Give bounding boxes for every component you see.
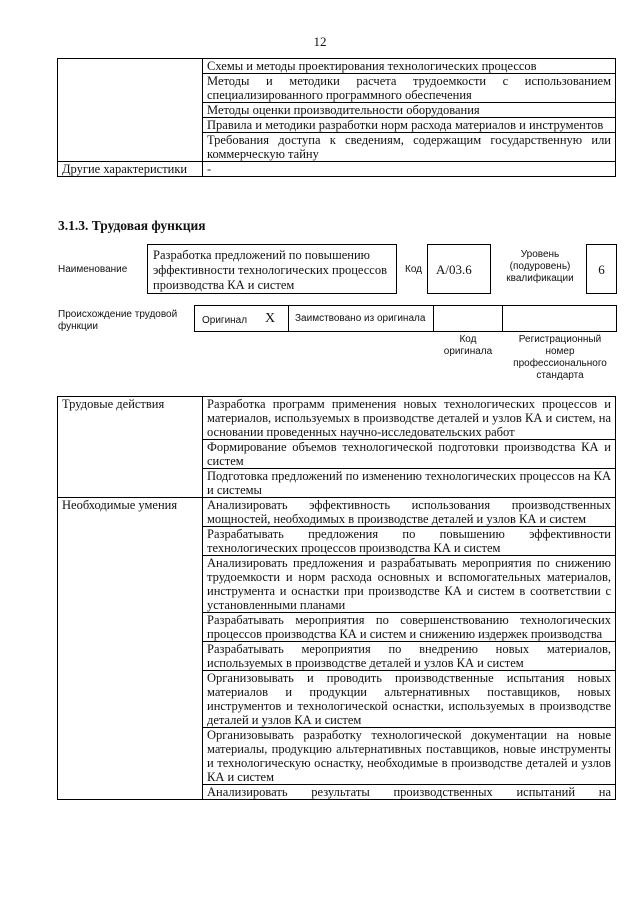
original-label: Оригинал [202,315,248,326]
skills-label: Необходимые умения [58,498,203,800]
original-code-cell [433,305,503,332]
labor-action-item: Формирование объемов технологической подготовки производства КА и систем [203,440,616,469]
skill-item: Разрабатывать мероприятия по внедрению новых материалов, используемых в производстве деталей и узлов КА и систем [203,642,616,671]
other-characteristics-label: Другие характеристики [58,162,203,177]
borrowed-label: Заимствовано из оригинала [295,313,426,324]
knowledge-item: Требования доступа к сведениям, содержащим государственную или коммерческую тайну [203,133,616,162]
skill-item: Организовывать и проводить производственные испытания новых материалов и продукции альтернативных поставщиков, новых инструментов и технологической оснастки, используемых в производстве деталей и узлов КА и систем [203,671,616,728]
skill-item: Анализировать предложения и разрабатывать мероприятия по снижению трудоемкости и норм расхода основных и вспомогательных материалов, инструмента и оснастки при производстве КА и систем в соответствии с установленными планами [203,556,616,613]
skill-item: Разрабатывать мероприятия по совершенствованию технологических процессов производства КА и систем и снижению издержек производства [203,613,616,642]
skill-item: Анализировать результаты производственных испытаний на [203,785,616,800]
other-characteristics-value: - [203,162,616,177]
labor-action-item: Разработка программ применения новых технологических процессов и материалов, используемых в производстве деталей и узлов КА и систем, на основании проведенных научно-исследовательских работ [203,397,616,440]
labor-action-item: Подготовка предложений по изменению технологических процессов на КА и системы [203,469,616,498]
labor-actions-label: Трудовые действия [58,397,203,498]
knowledge-item: Методы оценки производительности оборудования [203,103,616,118]
original-mark: X [265,311,276,326]
page-number: 12 [313,34,327,49]
skill-item: Разрабатывать предложения по повышению эффективности технологических процессов производства КА и систем [203,527,616,556]
registration-caption: Регистрационный номер профессионального стандарта [513,334,607,381]
qualification-level: 6 [586,244,617,294]
function-details-table [57,396,616,800]
name-label: Наименование [58,264,128,275]
skill-item: Анализировать эффективность использования производственных мощностей, необходимых в производстве деталей и узлов КА и систем [203,498,616,527]
origin-label: Происхождение трудовой функции [58,309,178,332]
function-code: А/03.6 [427,244,491,294]
original-cell [194,305,289,332]
code-label: Код [405,264,423,275]
registration-number-cell [502,305,617,332]
skill-item: Организовывать разработку технологической документации на новые материалы, продукцию альтернативных поставщиков, новые инструменты и технологическую оснастку, необходимые в производстве деталей и узлов КА и систем [203,728,616,785]
borrowed-cell [288,305,434,332]
code-caption: Код оригинала [443,334,493,357]
section-heading: 3.1.3. Трудовая функция [58,218,206,233]
knowledge-item: Правила и методики разработки норм расхода материалов и инструментов [203,118,616,133]
function-name: Разработка предложений по повышению эффективности технологических процессов производства КА и систем [147,244,397,294]
knowledge-table [57,58,616,177]
knowledge-item: Схемы и методы проектирования технологических процессов [203,59,616,74]
level-label: Уровень (подуровень) квалификации [506,249,574,284]
knowledge-item: Методы и методики расчета трудоемкости с использованием специализированного программного обеспечения [203,74,616,103]
knowledge-label [58,59,203,162]
